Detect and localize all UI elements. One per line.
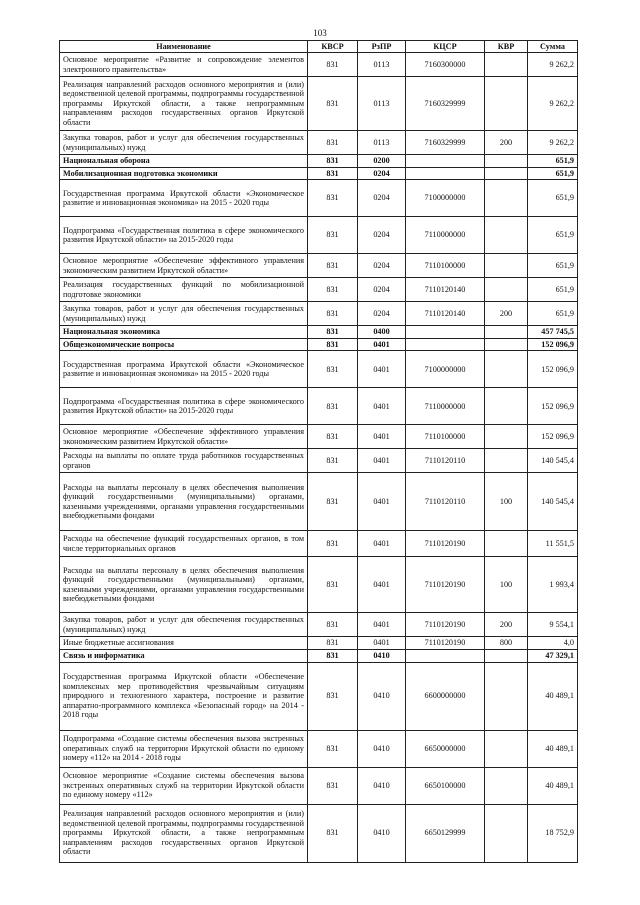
cell-kcsr: [406, 326, 485, 339]
cell-kvsr: 831: [308, 425, 358, 449]
cell-name: Государственная программа Иркутской области «Экономическое развитие и инновационная экономика» на 2015 - 2020 годы: [60, 351, 308, 388]
cell-kvsr: 831: [308, 167, 358, 180]
table-row: [60, 449, 578, 473]
cell-kvsr: 831: [308, 531, 358, 557]
cell-kcsr: 7100000000: [406, 351, 485, 388]
cell-kcsr: 6650129999: [406, 804, 485, 862]
cell-rzpr: 0401: [358, 557, 406, 613]
budget-table: [59, 40, 578, 863]
table-row: [60, 326, 578, 339]
cell-rzpr: 0204: [358, 180, 406, 217]
cell-kcsr: [406, 167, 485, 180]
cell-kcsr: 7110000000: [406, 388, 485, 425]
cell-rzpr: 0410: [358, 730, 406, 767]
cell-name: Реализация направлений расходов основного мероприятия и (или) ведомственной целевой программы, подпрограммы государственной программы Иркутской области, а также непрограммным направлениям расходов государственных органов Иркутской области: [60, 804, 308, 862]
cell-kvr: [485, 254, 528, 278]
table-row: [60, 53, 578, 77]
cell-name: Основное мероприятие «Обеспечение эффективного управления экономическим развитием Иркутской области»: [60, 254, 308, 278]
cell-kvsr: 831: [308, 278, 358, 302]
cell-sum: 1 993,4: [528, 557, 578, 613]
header-sum: Сумма: [528, 41, 578, 53]
cell-rzpr: 0401: [358, 613, 406, 637]
cell-name: Расходы на выплаты персоналу в целях обеспечения выполнения функций государственными (муниципальными) органами, казенными учреждениями, органами управления государственными внебюджетными фондами: [60, 473, 308, 531]
table-row: [60, 77, 578, 131]
cell-kvsr: 831: [308, 388, 358, 425]
cell-rzpr: 0113: [358, 131, 406, 155]
table-row: [60, 338, 578, 351]
cell-kcsr: 7110120190: [406, 637, 485, 650]
cell-kcsr: [406, 338, 485, 351]
cell-kvr: [485, 77, 528, 131]
cell-name: Государственная программа Иркутской области «Обеспечение комплексных мер противодействия чрезвычайным ситуациям природного и техногенного характера, построение и развитие аппаратно-программного комплекса «Безопасный город» на 2014 - 2018 годы: [60, 662, 308, 730]
cell-kvr: [485, 217, 528, 254]
cell-kvr: [485, 767, 528, 804]
cell-sum: 18 752,9: [528, 804, 578, 862]
cell-kcsr: 6650000000: [406, 730, 485, 767]
cell-kcsr: 6650100000: [406, 767, 485, 804]
cell-sum: 40 489,1: [528, 767, 578, 804]
table-row: [60, 217, 578, 254]
cell-name: Общеэкономические вопросы: [60, 338, 308, 351]
cell-kvsr: 831: [308, 730, 358, 767]
cell-sum: 47 329,1: [528, 649, 578, 662]
header-kcsr: КЦСР: [406, 41, 485, 53]
cell-kvr: [485, 425, 528, 449]
table-row: [60, 425, 578, 449]
cell-name: Расходы на выплаты персоналу в целях обеспечения выполнения функций государственными (муниципальными) органами, казенными учреждениями, органами управления государственными внебюджетными фондами: [60, 557, 308, 613]
cell-sum: 40 489,1: [528, 730, 578, 767]
cell-kvr: [485, 326, 528, 339]
table-row: [60, 131, 578, 155]
cell-name: Основное мероприятие «Создание системы обеспечения вызова экстренных оперативных служб на территории Иркутской области по единому номеру «112»: [60, 767, 308, 804]
cell-rzpr: 0410: [358, 767, 406, 804]
cell-rzpr: 0401: [358, 425, 406, 449]
cell-sum: 152 096,9: [528, 388, 578, 425]
table-row: [60, 637, 578, 650]
cell-name: Закупка товаров, работ и услуг для обеспечения государственных (муниципальных) нужд: [60, 131, 308, 155]
cell-rzpr: 0204: [358, 217, 406, 254]
cell-name: Национальная оборона: [60, 155, 308, 168]
table-row: [60, 804, 578, 862]
cell-kvsr: 831: [308, 180, 358, 217]
cell-sum: 651,9: [528, 254, 578, 278]
cell-name: Реализация государственных функций по мобилизационной подготовке экономики: [60, 278, 308, 302]
cell-name: Подпрограмма «Государственная политика в сфере экономического развития Иркутской области» на 2015-2020 годы: [60, 388, 308, 425]
cell-name: Подпрограмма «Создание системы обеспечения вызова экстренных оперативных служб на территории Иркутской области по единому номеру «112» на 2014 - 2018 годы: [60, 730, 308, 767]
cell-kvsr: 831: [308, 662, 358, 730]
cell-name: Основное мероприятие «Обеспечение эффективного управления экономическим развитием Иркутской области»: [60, 425, 308, 449]
cell-sum: 140 545,4: [528, 473, 578, 531]
cell-rzpr: 0401: [358, 531, 406, 557]
cell-rzpr: 0401: [358, 637, 406, 650]
cell-rzpr: 0410: [358, 662, 406, 730]
cell-rzpr: 0410: [358, 649, 406, 662]
table-row: [60, 302, 578, 326]
cell-kvsr: 831: [308, 254, 358, 278]
table-row: [60, 662, 578, 730]
table-row: [60, 557, 578, 613]
cell-kcsr: 7110120110: [406, 473, 485, 531]
cell-kvsr: 831: [308, 449, 358, 473]
cell-kcsr: 7110100000: [406, 425, 485, 449]
cell-kcsr: 7110120190: [406, 531, 485, 557]
cell-rzpr: 0401: [358, 449, 406, 473]
cell-sum: 152 096,9: [528, 351, 578, 388]
cell-kvr: [485, 53, 528, 77]
cell-sum: 40 489,1: [528, 662, 578, 730]
cell-name: Закупка товаров, работ и услуг для обеспечения государственных (муниципальных) нужд: [60, 613, 308, 637]
header-kvr: КВР: [485, 41, 528, 53]
cell-kvsr: 831: [308, 77, 358, 131]
cell-kvr: 100: [485, 557, 528, 613]
cell-rzpr: 0200: [358, 155, 406, 168]
cell-kvr: [485, 531, 528, 557]
cell-kvr: [485, 155, 528, 168]
table-row: [60, 730, 578, 767]
cell-kvr: [485, 730, 528, 767]
cell-kvsr: 831: [308, 338, 358, 351]
cell-kvr: 200: [485, 131, 528, 155]
cell-kvsr: 831: [308, 613, 358, 637]
cell-name: Государственная программа Иркутской области «Экономическое развитие и инновационная экономика» на 2015 - 2020 годы: [60, 180, 308, 217]
cell-rzpr: 0204: [358, 167, 406, 180]
cell-rzpr: 0204: [358, 302, 406, 326]
cell-name: Расходы на обеспечение функций государственных органов, в том числе территориальных органов: [60, 531, 308, 557]
cell-rzpr: 0401: [358, 338, 406, 351]
cell-kvsr: 831: [308, 302, 358, 326]
cell-kcsr: 7160329999: [406, 77, 485, 131]
cell-name: Иные бюджетные ассигнования: [60, 637, 308, 650]
header-name: Наименование: [60, 41, 308, 53]
table-row: [60, 388, 578, 425]
header-rzpr: РзПР: [358, 41, 406, 53]
table-row: [60, 531, 578, 557]
cell-rzpr: 0401: [358, 473, 406, 531]
cell-sum: 651,9: [528, 217, 578, 254]
cell-sum: 651,9: [528, 302, 578, 326]
table-row: [60, 473, 578, 531]
cell-kcsr: [406, 155, 485, 168]
cell-name: Расходы на выплаты по оплате труда работников государственных органов: [60, 449, 308, 473]
cell-kcsr: [406, 649, 485, 662]
cell-kvr: [485, 351, 528, 388]
cell-kvr: [485, 662, 528, 730]
cell-kcsr: 7110120190: [406, 613, 485, 637]
cell-kvsr: 831: [308, 649, 358, 662]
table-row: [60, 278, 578, 302]
cell-name: Национальная экономика: [60, 326, 308, 339]
cell-kvr: [485, 180, 528, 217]
cell-rzpr: 0400: [358, 326, 406, 339]
cell-kvsr: 831: [308, 155, 358, 168]
cell-name: Мобилизационная подготовка экономики: [60, 167, 308, 180]
cell-kcsr: 7110120190: [406, 557, 485, 613]
table-header-row: [60, 41, 578, 53]
cell-name: Реализация направлений расходов основного мероприятия и (или) ведомственной целевой программы, подпрограммы государственной программы Иркутской области, а также непрограммным направлениям расходов государственных органов Иркутской области: [60, 77, 308, 131]
table-row: [60, 649, 578, 662]
cell-rzpr: 0410: [358, 804, 406, 862]
cell-rzpr: 0204: [358, 254, 406, 278]
table-row: [60, 167, 578, 180]
cell-sum: 11 551,5: [528, 531, 578, 557]
cell-kvsr: 831: [308, 217, 358, 254]
cell-sum: 457 745,5: [528, 326, 578, 339]
cell-sum: 651,9: [528, 155, 578, 168]
cell-rzpr: 0113: [358, 53, 406, 77]
cell-kvsr: 831: [308, 804, 358, 862]
cell-kvsr: 831: [308, 131, 358, 155]
cell-sum: 9 554,1: [528, 613, 578, 637]
cell-rzpr: 0113: [358, 77, 406, 131]
cell-kcsr: 7160329999: [406, 131, 485, 155]
cell-kcsr: 7110120140: [406, 278, 485, 302]
cell-kvr: [485, 338, 528, 351]
cell-sum: 9 262,2: [528, 53, 578, 77]
cell-kvr: [485, 449, 528, 473]
cell-kcsr: 7160300000: [406, 53, 485, 77]
cell-kvsr: 831: [308, 473, 358, 531]
cell-kcsr: 7110100000: [406, 254, 485, 278]
cell-sum: 651,9: [528, 167, 578, 180]
cell-kvsr: 831: [308, 637, 358, 650]
cell-rzpr: 0204: [358, 278, 406, 302]
cell-kvr: 100: [485, 473, 528, 531]
cell-kvr: [485, 804, 528, 862]
cell-name: Закупка товаров, работ и услуг для обеспечения государственных (муниципальных) нужд: [60, 302, 308, 326]
table-body: [60, 53, 578, 863]
cell-kvsr: 831: [308, 326, 358, 339]
cell-kcsr: 7110120140: [406, 302, 485, 326]
cell-rzpr: 0401: [358, 388, 406, 425]
cell-sum: 4,0: [528, 637, 578, 650]
cell-kcsr: 7110120110: [406, 449, 485, 473]
page-number: 103: [313, 28, 327, 38]
cell-rzpr: 0401: [358, 351, 406, 388]
table-row: [60, 767, 578, 804]
cell-name: Подпрограмма «Государственная политика в сфере экономического развития Иркутской области» на 2015-2020 годы: [60, 217, 308, 254]
cell-kvsr: 831: [308, 767, 358, 804]
cell-sum: 152 096,9: [528, 338, 578, 351]
cell-kvr: 200: [485, 302, 528, 326]
cell-sum: 9 262,2: [528, 131, 578, 155]
cell-kvsr: 831: [308, 351, 358, 388]
cell-kvr: 200: [485, 613, 528, 637]
cell-name: Основное мероприятие «Развитие и сопровождение элементов электронного правительства»: [60, 53, 308, 77]
table-row: [60, 180, 578, 217]
cell-kvr: 800: [485, 637, 528, 650]
cell-kvr: [485, 388, 528, 425]
cell-sum: 9 262,2: [528, 77, 578, 131]
cell-sum: 651,9: [528, 278, 578, 302]
cell-kvr: [485, 649, 528, 662]
table-row: [60, 351, 578, 388]
cell-kvr: [485, 167, 528, 180]
cell-kcsr: 7100000000: [406, 180, 485, 217]
cell-kcsr: 6600000000: [406, 662, 485, 730]
cell-sum: 152 096,9: [528, 425, 578, 449]
cell-sum: 651,9: [528, 180, 578, 217]
table-row: [60, 155, 578, 168]
table-row: [60, 254, 578, 278]
cell-kvsr: 831: [308, 557, 358, 613]
header-kvsr: КВСР: [308, 41, 358, 53]
cell-sum: 140 545,4: [528, 449, 578, 473]
table-row: [60, 613, 578, 637]
cell-kvr: [485, 278, 528, 302]
cell-kvsr: 831: [308, 53, 358, 77]
cell-name: Связь и информатика: [60, 649, 308, 662]
cell-kcsr: 7110000000: [406, 217, 485, 254]
